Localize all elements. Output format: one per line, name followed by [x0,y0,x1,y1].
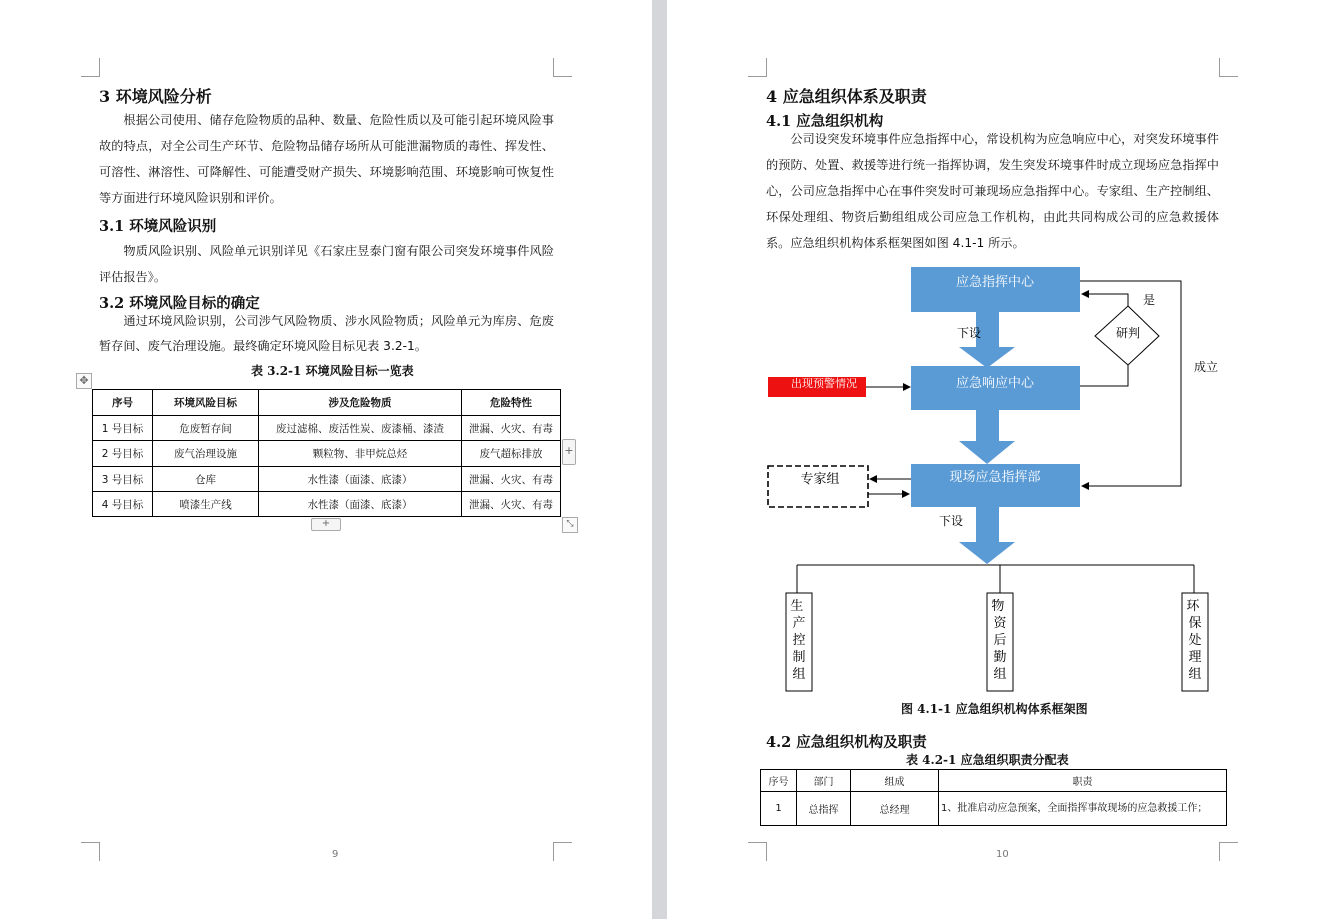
page-corner-mark [553,842,572,861]
table-row [93,441,561,467]
section-3-2-heading: 3.2 环境风险目标的确定 [99,295,260,312]
table-cell[interactable]: 3 号目标 [93,467,153,492]
section-3-paragraph: 根据公司使用、储存危险物质的品种、数量、危险性质以及可能引起环境风险事故的特点，对全公司生产环节、危险物品储存场所从可能泄漏物质的毒性、挥发性、可溶性、淋溶性、可降解性、可能遭受财产损失、环境影响范围、环境影响可恢复性等方面进行环境风险识别和评价。 [99,113,554,205]
section-4-2-heading: 4.2 应急组织机构及职责 [766,734,927,751]
figure-4-1-1-caption: 图 4.1-1 应急组织机构体系框架图 [901,702,1088,716]
expert-group-label: 专家组 [800,472,840,487]
down-arrow-icon [959,507,1015,564]
table-cell[interactable]: 喷漆生产线 [153,492,259,517]
command-center-label: 应急指挥中心 [955,275,1035,290]
table-cell[interactable]: 1 [761,792,797,826]
table-header-cell: 部门 [797,770,851,792]
establish-label: 成立 [1194,360,1219,374]
table-header-cell: 组成 [851,770,939,792]
add-column-button[interactable]: + [562,439,576,465]
table-cell[interactable]: 泄漏、火灾、有毒 [462,416,561,441]
page-number: 10 [996,849,1009,860]
document-page-9 [0,0,652,919]
table-header-cell: 序号 [93,390,153,416]
table-cell[interactable]: 废气超标排放 [462,441,561,467]
table-header-cell: 涉及危险物质 [259,390,462,416]
page-corner-mark [81,58,100,77]
group-label-char: 组 [792,667,806,682]
table-cell[interactable]: 仓库 [153,467,259,492]
table-cell[interactable]: 2 号目标 [93,441,153,467]
group-label-char: 制 [792,650,806,665]
group-label-char: 组 [1188,667,1202,682]
table-cell[interactable]: 水性漆（面漆、底漆） [259,492,462,517]
table-cell[interactable]: 1、批准启动应急预案，全面指挥事故现场的应急救援工作； [939,792,1227,826]
table-resize-handle-icon[interactable]: ⤡ [562,517,578,533]
section-4-1-heading: 4.1 应急组织机构 [766,113,884,130]
table-cell[interactable]: 4 号目标 [93,492,153,517]
judge-label: 研判 [1115,326,1141,340]
page-corner-mark [748,842,767,861]
table-cell[interactable]: 总指挥 [797,792,851,826]
section-3-1-paragraph: 物质风险识别、风险单元识别详见《石家庄昱泰门窗有限公司突发环境事件风险评估报告》。 [99,244,554,284]
section-3-2-paragraph: 通过环境风险识别，公司涉气风险物质、涉水风险物质；风险单元为库房、危废暂存间、废气治理设施。最终确定环境风险目标见表 3.2-1。 [99,314,554,353]
risk-target-table [92,389,561,517]
group-label-char: 保 [1188,616,1202,631]
issue-label-1: 下设 [957,326,982,340]
response-to-judge-line [1080,365,1128,386]
production-control-group-label: 生 产控制组 [790,599,806,682]
response-center-label: 应急响应中心 [955,376,1035,391]
add-row-button[interactable]: + [311,518,341,531]
table-header-row [761,770,1227,792]
table-cell[interactable]: 总经理 [851,792,939,826]
section-3-1-heading: 3.1 环境风险识别 [99,218,217,235]
down-arrow-icon [959,312,1015,368]
section-4-1-paragraph: 公司设突发环境事件应急指挥中心，常设机构为应急响应中心，对突发环境事件的预防、处置、救援等进行统一指挥协调，发生突发环境事件时成立现场应急指挥中心，公司应急指挥中心在事件突发时可兼现场应急指挥中心。专家组、生产控制组、环保处理组、物资后勤组组成公司应急工作机构，由此共同构成公司的应急救援体系。应急组织机构体系框架图如图 4.1-1 所示。 [766,132,1219,250]
table-header-row [93,390,561,416]
group-label-char: 组 [993,667,1007,682]
table-row [93,492,561,517]
page-corner-mark [1219,842,1238,861]
table-cell[interactable]: 泄漏、火灾、有毒 [462,492,561,517]
org-chart-diagram [667,0,1318,730]
down-arrow-icon [959,410,1015,464]
table-3-2-1-caption: 表 3.2-1 环境风险目标一览表 [251,364,414,378]
group-label-char: 产 [792,616,806,631]
onsite-command-label: 现场应急指挥部 [949,470,1041,485]
group-label-char: 资 [993,616,1007,631]
duty-allocation-table [760,769,1227,826]
table-cell[interactable]: 废过滤棉、废活性炭、废漆桶、漆渣 [259,416,462,441]
table-cell[interactable]: 废气治理设施 [153,441,259,467]
document-page-10 [667,0,1318,919]
group-label-char: 理 [1188,650,1202,665]
group-label-char: 勤 [993,650,1007,665]
page-number: 9 [332,849,339,860]
table-move-handle-icon[interactable]: ✥ [76,373,92,389]
table-header-cell: 环境风险目标 [153,390,259,416]
judge-to-command-arrow [1082,294,1128,306]
issue-label-2: 下设 [939,514,964,528]
table-row [761,792,1227,826]
page-corner-mark [81,842,100,861]
page-gutter [652,0,667,919]
group-label-char: 控 [792,633,806,648]
section-4-heading: 4 应急组织体系及职责 [766,87,927,106]
group-label-char: 后 [993,633,1007,648]
environmental-treatment-group-label: 环 保处理组 [1186,599,1202,682]
table-cell[interactable]: 1 号目标 [93,416,153,441]
page-corner-mark [553,58,572,77]
table-header-cell: 职责 [939,770,1227,792]
materials-logistics-group-label: 物 资后勤组 [991,599,1007,682]
group-label-char: 处 [1188,633,1202,648]
table-4-2-1-caption: 表 4.2-1 应急组织职责分配表 [906,753,1069,767]
table-cell[interactable]: 颗粒物、非甲烷总烃 [259,441,462,467]
alarm-label: 出现预警情况 [791,377,857,390]
table-header-cell: 序号 [761,770,797,792]
section-3-heading: 3 环境风险分析 [99,87,212,106]
table-row [93,467,561,492]
table-cell[interactable]: 泄漏、火灾、有毒 [462,467,561,492]
yes-label: 是 [1143,293,1156,307]
table-cell[interactable]: 水性漆（面漆、底漆） [259,467,462,492]
table-row [93,416,561,441]
table-cell[interactable]: 危废暂存间 [153,416,259,441]
table-header-cell: 危险特性 [462,390,561,416]
